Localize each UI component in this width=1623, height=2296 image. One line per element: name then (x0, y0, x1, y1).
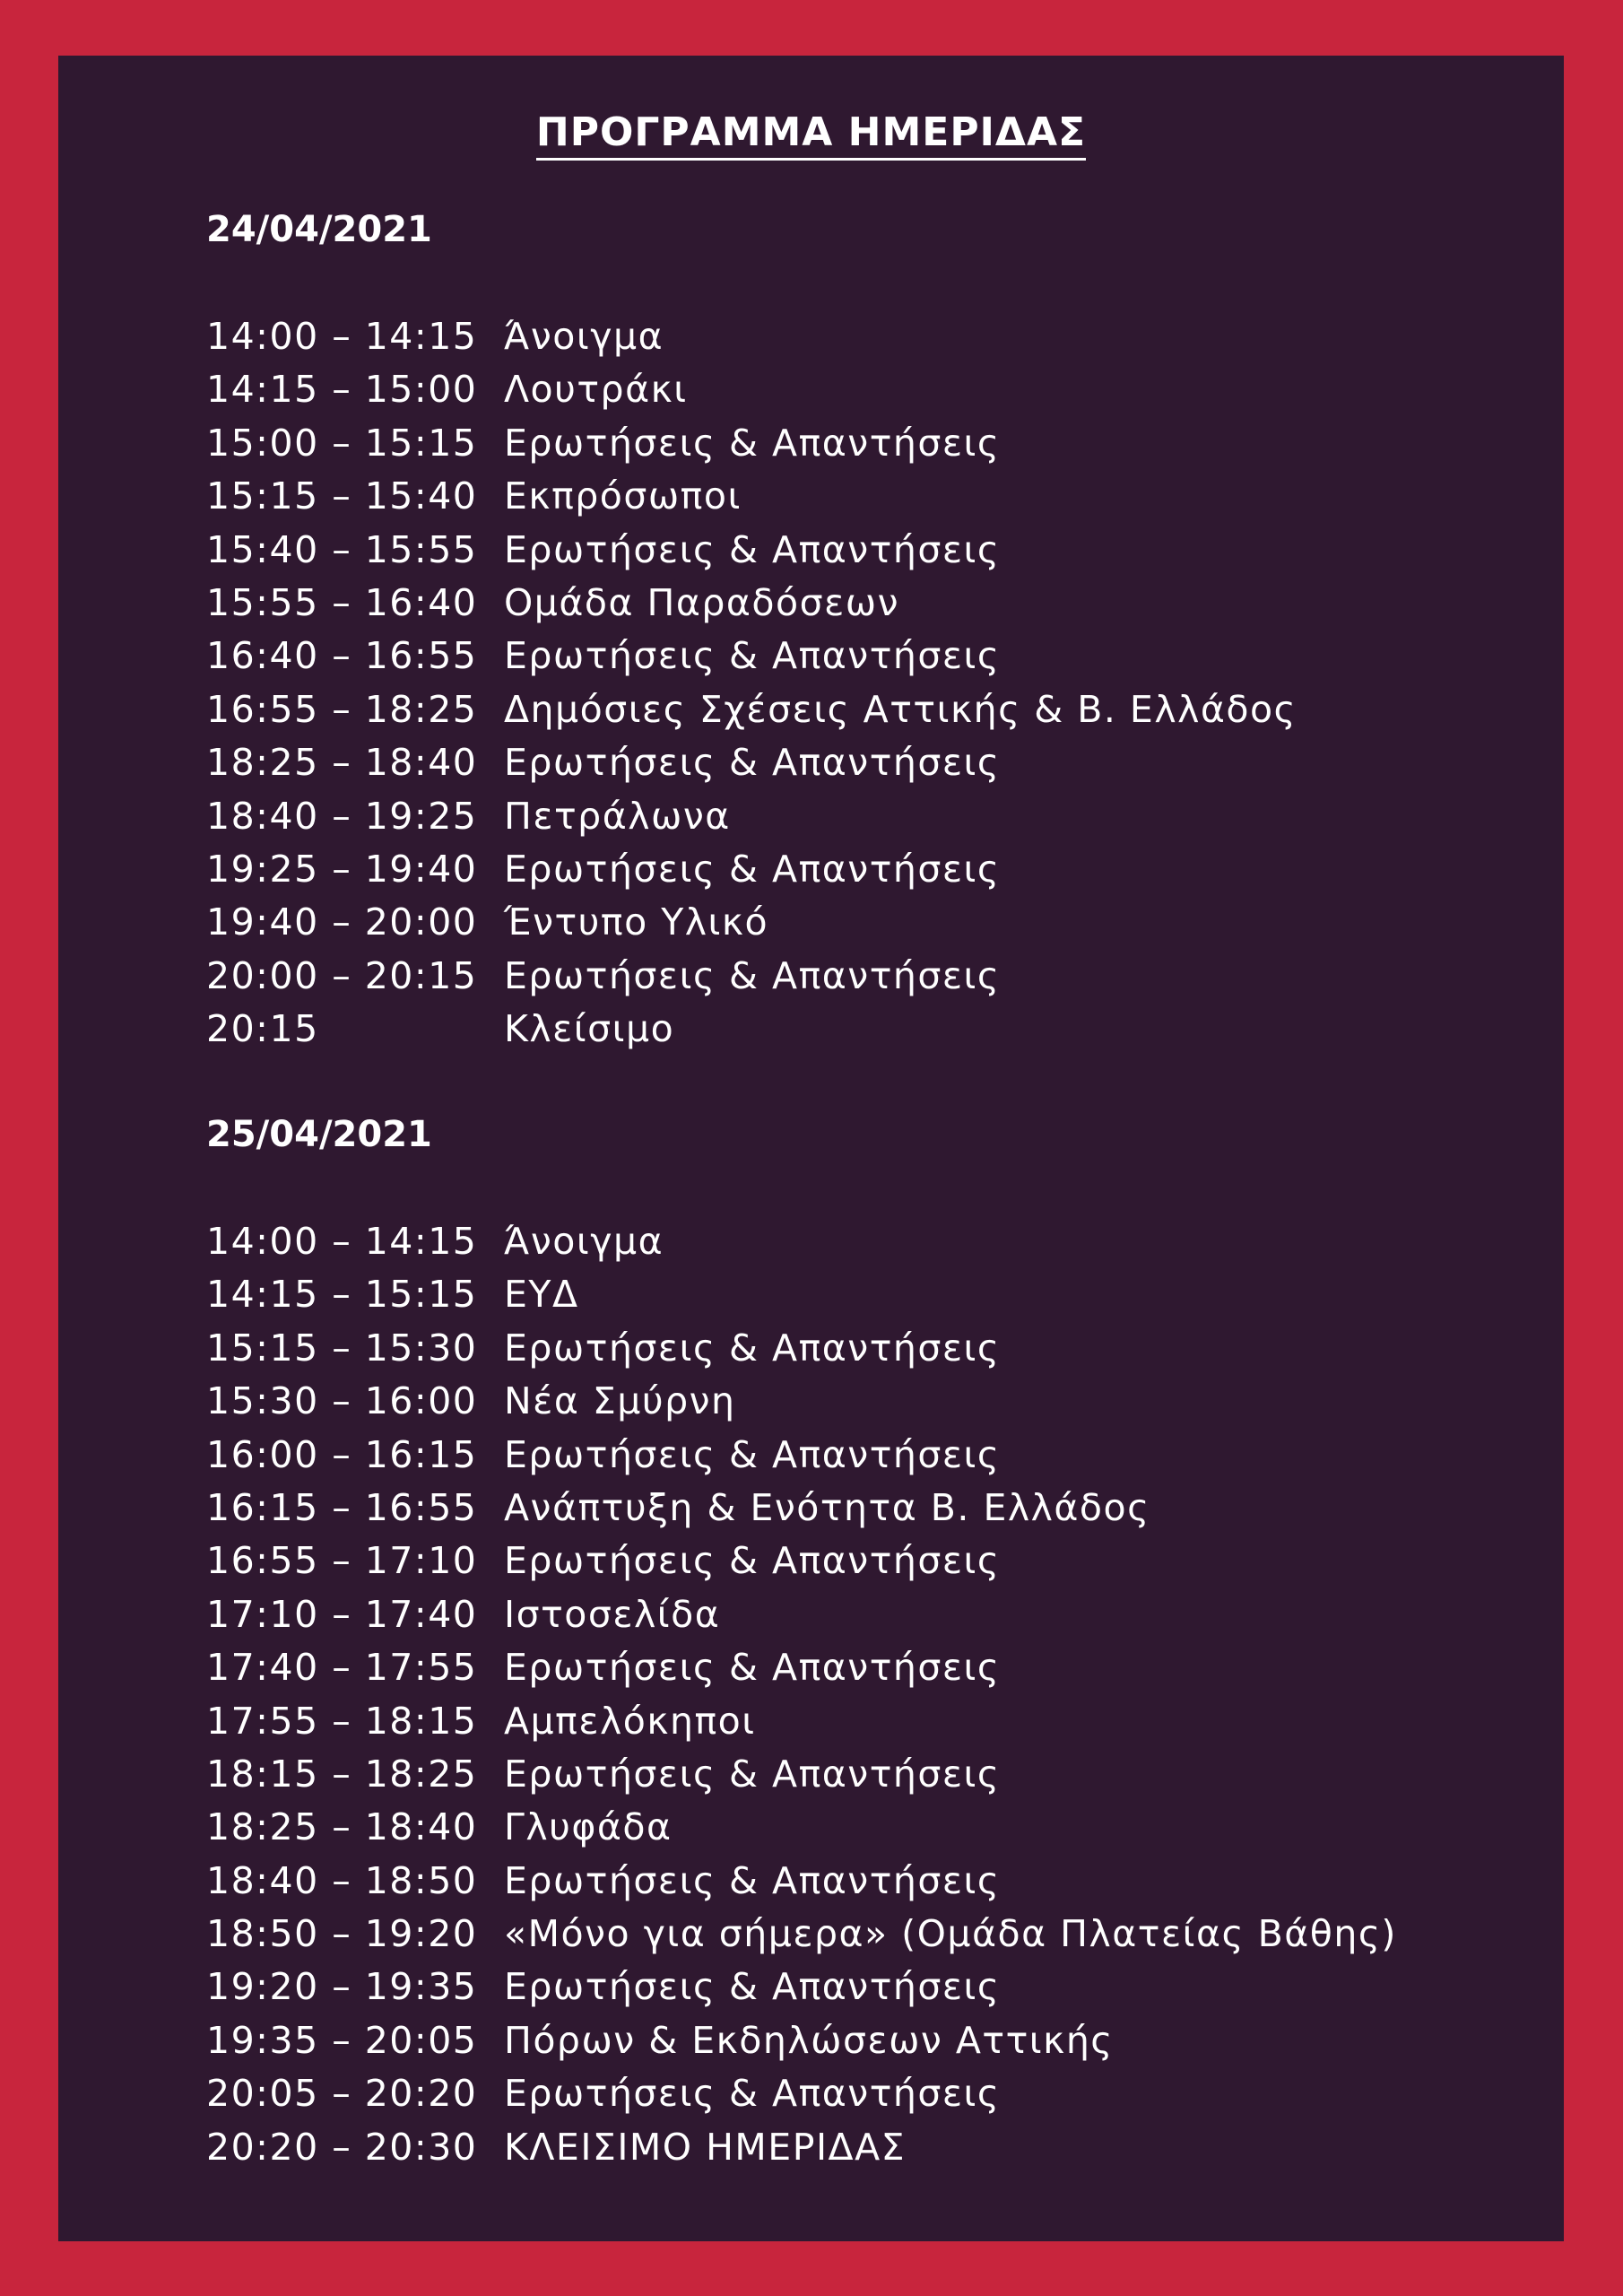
time-slot: 15:00 – 15:15 (206, 421, 478, 465)
time-slot: 16:00 – 16:15 (206, 1432, 478, 1476)
day-date: 25/04/2021 (206, 1114, 432, 1155)
schedule-row (206, 683, 1506, 736)
event-name: Ερωτήσεις & Απαντήσεις (504, 1326, 1001, 1370)
schedule-row (206, 1429, 1506, 1482)
time-slot: 19:35 – 20:05 (206, 2018, 478, 2062)
schedule-row (206, 2121, 1506, 2174)
schedule-row (206, 1268, 1506, 1321)
time-slot: 19:40 – 20:00 (206, 900, 478, 944)
event-name: ΚΛΕΙΣΙΜΟ ΗΜΕΡΙΔΑΣ (504, 2125, 907, 2169)
event-name: Κλείσιμο (504, 1007, 675, 1051)
time-slot: 15:55 – 16:40 (206, 580, 478, 624)
day-schedule-2 (206, 1109, 1506, 2174)
time-slot: 18:40 – 19:25 (206, 794, 478, 838)
event-name: Άνοιγμα (504, 1220, 664, 1263)
day-schedule-1 (206, 204, 1506, 1056)
event-name: Ερωτήσεις & Απαντήσεις (504, 1965, 1001, 2009)
event-name: Ερωτήσεις & Απαντήσεις (504, 634, 1001, 678)
event-name: Δημόσιες Σχέσεις Αττικής & Β. Ελλάδος (504, 687, 1298, 731)
event-name: Ερωτήσεις & Απαντήσεις (504, 1539, 1001, 1583)
time-slot: 20:05 – 20:20 (206, 2072, 478, 2116)
event-name: Ερωτήσεις & Απαντήσεις (504, 741, 1001, 785)
schedule-row (206, 843, 1506, 896)
event-name: Ανάπτυξη & Ενότητα Β. Ελλάδος (504, 1485, 1150, 1529)
event-name: Ερωτήσεις & Απαντήσεις (504, 421, 1001, 465)
event-name: Ερωτήσεις & Απαντήσεις (504, 1646, 1001, 1690)
time-slot: 16:40 – 16:55 (206, 634, 478, 678)
time-slot: 19:25 – 19:40 (206, 847, 478, 891)
time-slot: 18:40 – 18:50 (206, 1858, 478, 1902)
page-title: ΠΡΟΓΡΑΜΜΑ ΗΜΕΡΙΔΑΣ (536, 108, 1086, 161)
schedule-row (206, 1961, 1506, 2013)
schedule-row (206, 1535, 1506, 1587)
event-name: Ερωτήσεις & Απαντήσεις (504, 527, 1001, 571)
schedule-row (206, 2067, 1506, 2120)
time-slot: 19:20 – 19:35 (206, 1965, 478, 2009)
event-name: Ομάδα Παραδόσεων (504, 580, 899, 624)
event-name: Γλυφάδα (504, 1805, 673, 1849)
schedule-list (206, 1215, 1506, 2174)
schedule-row (206, 1322, 1506, 1375)
schedule-row (206, 1375, 1506, 1428)
event-name: Ερωτήσεις & Απαντήσεις (504, 1752, 1001, 1796)
time-slot: 15:30 – 16:00 (206, 1379, 478, 1423)
time-slot: 15:15 – 15:40 (206, 474, 478, 518)
schedule-row (206, 790, 1506, 843)
schedule-row (206, 896, 1506, 949)
schedule-row (206, 524, 1506, 577)
time-slot: 14:00 – 14:15 (206, 315, 478, 358)
time-slot: 15:15 – 15:30 (206, 1326, 478, 1370)
time-slot: 18:50 – 19:20 (206, 1912, 478, 1956)
event-name: ΕΥΔ (504, 1273, 579, 1317)
schedule-row (206, 1855, 1506, 1908)
event-name: «Μόνο για σήμερα» (Ομάδα Πλατείας Βάθης) (504, 1912, 1397, 1956)
schedule-row (206, 417, 1506, 470)
schedule-row (206, 1908, 1506, 1961)
event-name: Ιστοσελίδα (504, 1592, 721, 1636)
event-name: Ερωτήσεις & Απαντήσεις (504, 847, 1001, 891)
time-slot: 17:10 – 17:40 (206, 1592, 478, 1636)
event-name: Ερωτήσεις & Απαντήσεις (504, 1432, 1001, 1476)
event-name: Αμπελόκηποι (504, 1699, 756, 1743)
schedule-row (206, 1695, 1506, 1748)
event-name: Ερωτήσεις & Απαντήσεις (504, 1858, 1001, 1902)
time-slot: 20:00 – 20:15 (206, 953, 478, 997)
schedule-row (206, 470, 1506, 523)
time-slot: 17:40 – 17:55 (206, 1646, 478, 1690)
schedule-row (206, 2014, 1506, 2067)
event-name: Λουτράκι (504, 368, 688, 412)
schedule-row (206, 950, 1506, 1003)
event-name: Πετράλωνα (504, 794, 731, 838)
schedule-row (206, 1641, 1506, 1694)
event-name: Πόρων & Εκδηλώσεων Αττικής (504, 2018, 1114, 2062)
time-slot: 16:55 – 17:10 (206, 1539, 478, 1583)
event-name: Έντυπο Υλικό (504, 900, 769, 944)
time-slot: 14:15 – 15:15 (206, 1273, 478, 1317)
schedule-row (206, 310, 1506, 363)
schedule-list (206, 310, 1506, 1056)
page-title-wrap (58, 108, 1564, 161)
schedule-row (206, 1215, 1506, 1268)
program-panel (58, 56, 1564, 2241)
schedule-row (206, 1003, 1506, 1056)
schedule-row (206, 1801, 1506, 1854)
schedule-row (206, 1482, 1506, 1535)
time-slot: 18:25 – 18:40 (206, 741, 478, 785)
time-slot: 16:55 – 18:25 (206, 687, 478, 731)
schedule-row (206, 1748, 1506, 1801)
event-name: Ερωτήσεις & Απαντήσεις (504, 2072, 1001, 2116)
event-name: Νέα Σμύρνη (504, 1379, 736, 1423)
time-slot: 15:40 – 15:55 (206, 527, 478, 571)
time-slot: 16:15 – 16:55 (206, 1485, 478, 1529)
time-slot: 18:25 – 18:40 (206, 1805, 478, 1849)
event-name: Άνοιγμα (504, 315, 664, 358)
schedule-row (206, 363, 1506, 416)
time-slot: 20:15 (206, 1007, 319, 1051)
schedule-row (206, 736, 1506, 789)
event-name: Εκπρόσωποι (504, 474, 742, 518)
time-slot: 20:20 – 20:30 (206, 2125, 478, 2169)
day-date: 24/04/2021 (206, 209, 432, 250)
time-slot: 14:00 – 14:15 (206, 1220, 478, 1263)
event-name: Ερωτήσεις & Απαντήσεις (504, 953, 1001, 997)
time-slot: 18:15 – 18:25 (206, 1752, 478, 1796)
schedule-row (206, 630, 1506, 683)
schedule-row (206, 577, 1506, 630)
time-slot: 17:55 – 18:15 (206, 1699, 478, 1743)
time-slot: 14:15 – 15:00 (206, 368, 478, 412)
schedule-row (206, 1588, 1506, 1641)
